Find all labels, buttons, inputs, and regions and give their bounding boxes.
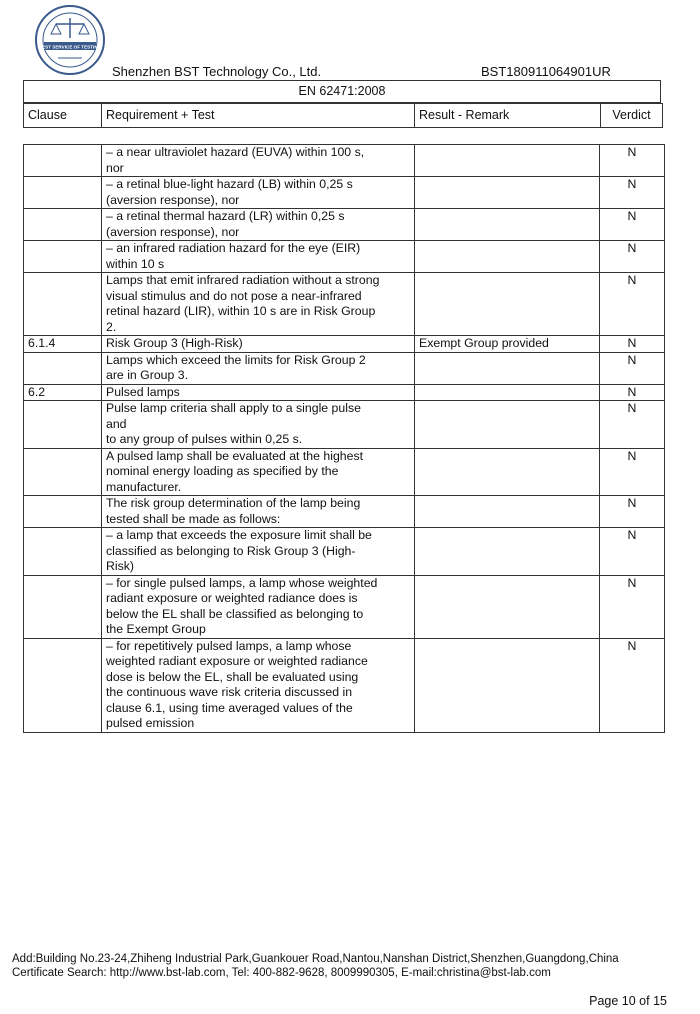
table-row	[24, 177, 665, 209]
requirement-cell: – a retinal blue-light hazard (LB) within 0,25 s (aversion response), nor	[102, 177, 415, 209]
verdict-cell: N	[600, 496, 665, 528]
clause-cell	[24, 273, 102, 336]
requirement-cell: – a lamp that exceeds the exposure limit shall be classified as belonging to Risk Group 3 (High- Risk)	[102, 528, 415, 576]
table-header	[23, 103, 663, 128]
result-cell	[415, 638, 600, 732]
requirement-cell: A pulsed lamp shall be evaluated at the highest nominal energy loading as specified by the manufacturer.	[102, 448, 415, 496]
table-row	[24, 352, 665, 384]
verdict-cell: N	[600, 209, 665, 241]
requirement-cell: Lamps which exceed the limits for Risk Group 2 are in Group 3.	[102, 352, 415, 384]
result-cell	[415, 448, 600, 496]
table-row	[24, 336, 665, 353]
table-row	[24, 575, 665, 638]
header-requirement: Requirement + Test	[101, 104, 414, 127]
result-cell	[415, 209, 600, 241]
clause-cell	[24, 241, 102, 273]
clause-cell	[24, 209, 102, 241]
clause-cell	[24, 638, 102, 732]
svg-text:BEST SERVICE OF TESTING: BEST SERVICE OF TESTING	[38, 44, 102, 50]
footer-contact: Certificate Search: http://www.bst-lab.com, Tel: 400-882-9628, 8009990305, E-mail:christina@bst-lab.com	[12, 967, 551, 979]
verdict-cell: N	[600, 401, 665, 449]
table-row	[24, 638, 665, 732]
clause-cell	[24, 575, 102, 638]
header-result: Result - Remark	[414, 104, 600, 127]
result-cell	[415, 528, 600, 576]
verdict-cell: N	[600, 448, 665, 496]
requirement-cell: Risk Group 3 (High-Risk)	[102, 336, 415, 353]
verdict-cell: N	[600, 336, 665, 353]
requirements-table	[23, 144, 665, 733]
verdict-cell: N	[600, 575, 665, 638]
table-row	[24, 209, 665, 241]
table-row	[24, 241, 665, 273]
requirement-cell: The risk group determination of the lamp being tested shall be made as follows:	[102, 496, 415, 528]
requirement-cell: Pulsed lamps	[102, 384, 415, 401]
table-row	[24, 273, 665, 336]
clause-cell: 6.2	[24, 384, 102, 401]
table-row	[24, 401, 665, 449]
requirement-cell: – for single pulsed lamps, a lamp whose weighted radiant exposure or weighted radiance does is below the EL shall be classified as belonging to the Exempt Group	[102, 575, 415, 638]
verdict-cell: N	[600, 352, 665, 384]
result-cell	[415, 496, 600, 528]
verdict-cell: N	[600, 273, 665, 336]
verdict-cell: N	[600, 528, 665, 576]
requirement-cell: – an infrared radiation hazard for the eye (EIR) within 10 s	[102, 241, 415, 273]
requirement-cell: Pulse lamp criteria shall apply to a single pulse and to any group of pulses within 0,25 s.	[102, 401, 415, 449]
company-logo	[34, 4, 106, 76]
clause-cell: 6.1.4	[24, 336, 102, 353]
table-row	[24, 496, 665, 528]
company-name: Shenzhen BST Technology Co., Ltd.	[112, 64, 322, 79]
result-cell	[415, 401, 600, 449]
clause-cell	[24, 448, 102, 496]
result-cell	[415, 575, 600, 638]
requirement-cell: – a near ultraviolet hazard (EUVA) within 100 s, nor	[102, 145, 415, 177]
result-cell	[415, 384, 600, 401]
header-clause: Clause	[28, 108, 67, 122]
requirement-cell: Lamps that emit infrared radiation without a strong visual stimulus and do not pose a near-infrared retinal hazard (LIR), within 10 s are in Risk Group 2.	[102, 273, 415, 336]
result-cell	[415, 273, 600, 336]
clause-cell	[24, 352, 102, 384]
page-number: Page 10 of 15	[589, 994, 667, 1008]
verdict-cell: N	[600, 145, 665, 177]
header-verdict: Verdict	[600, 104, 662, 127]
footer-address: Add:Building No.23-24,Zhiheng Industrial Park,Guankouer Road,Nantou,Nanshan District,Shenzhen,Guangdong,China	[12, 953, 619, 965]
report-number: BST180911064901UR	[481, 64, 611, 79]
clause-cell	[24, 177, 102, 209]
result-cell: Exempt Group provided	[415, 336, 600, 353]
verdict-cell: N	[600, 241, 665, 273]
clause-cell	[24, 145, 102, 177]
requirement-cell: – for repetitively pulsed lamps, a lamp whose weighted radiant exposure or weighted radiance dose is below the EL, shall be evaluated using the continuous wave risk criteria discussed in clause 6.1, using time averaged values of the pulsed emission	[102, 638, 415, 732]
result-cell	[415, 352, 600, 384]
table-row	[24, 448, 665, 496]
clause-cell	[24, 528, 102, 576]
table-row	[24, 145, 665, 177]
clause-cell	[24, 401, 102, 449]
verdict-cell: N	[600, 384, 665, 401]
table-row	[24, 528, 665, 576]
standard-title: EN 62471:2008	[23, 80, 661, 103]
verdict-cell: N	[600, 638, 665, 732]
result-cell	[415, 145, 600, 177]
table-row	[24, 384, 665, 401]
clause-cell	[24, 496, 102, 528]
verdict-cell: N	[600, 177, 665, 209]
result-cell	[415, 177, 600, 209]
requirement-cell: – a retinal thermal hazard (LR) within 0,25 s (aversion response), nor	[102, 209, 415, 241]
result-cell	[415, 241, 600, 273]
